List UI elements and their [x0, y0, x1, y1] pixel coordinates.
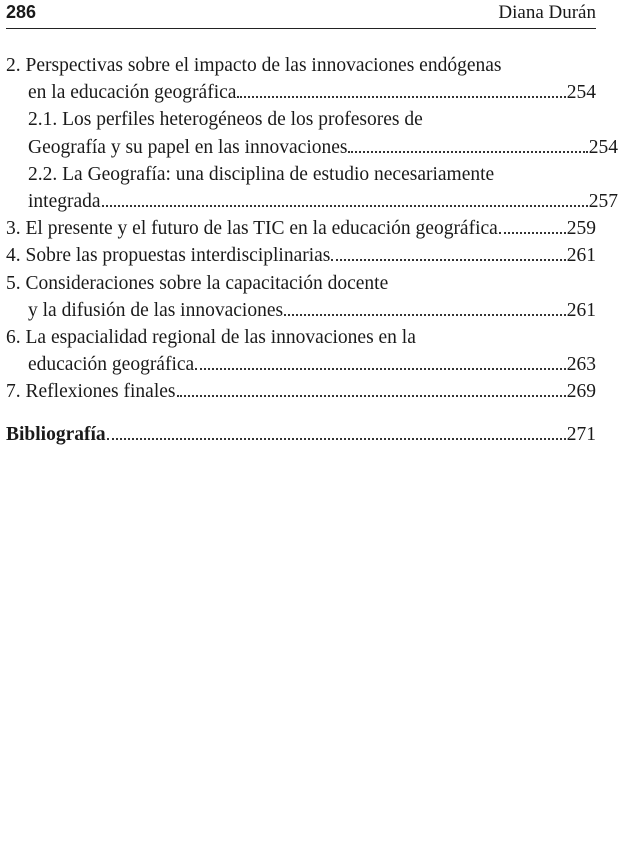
toc-entry [6, 52, 596, 106]
toc-entry [6, 378, 596, 405]
dot-leader [107, 428, 566, 440]
toc-entry [6, 161, 618, 215]
table-of-contents [6, 52, 618, 405]
dot-leader [177, 385, 566, 397]
bibliography-entry [6, 421, 596, 448]
toc-entry-title: 2.1. Los perfiles heterogéneos de los profesores de [28, 109, 423, 131]
toc-entry [6, 270, 596, 324]
toc-entry-title: educación geográfica [28, 354, 195, 376]
toc-page-number: 269 [566, 381, 596, 403]
page-number: 286 [6, 2, 37, 22]
bibliography-page-number: 271 [566, 424, 596, 445]
toc-page-number: 261 [566, 245, 596, 267]
toc-page-number: 254 [566, 82, 596, 104]
page-header [6, 0, 596, 29]
toc-page-number: 261 [566, 299, 596, 321]
toc-entry [6, 242, 596, 269]
toc-page-number: 254 [588, 136, 618, 158]
toc-entry-title: en la educación geográfica [28, 82, 237, 104]
toc-page-number: 259 [566, 218, 596, 240]
toc-entry [6, 106, 618, 160]
toc-entry-title: Geografía y su papel en las innovaciones [28, 136, 348, 158]
running-head-author: Diana Durán [498, 2, 596, 23]
dot-leader [102, 195, 588, 207]
toc-entry-title: 6. La espacialidad regional de las innovaciones en la [6, 326, 416, 348]
toc-page-number: 263 [566, 354, 596, 376]
dot-leader [284, 304, 566, 316]
toc-entry [6, 215, 596, 242]
toc-entry-title: 2. Perspectivas sobre el impacto de las innovaciones endógenas [6, 55, 502, 76]
toc-entry-title: integrada [28, 190, 101, 212]
toc-page-number: 257 [588, 190, 618, 212]
toc-entry [6, 324, 596, 378]
dot-leader [331, 249, 565, 261]
toc-entry-title: y la difusión de las innovaciones [28, 299, 284, 321]
toc-entry-title: 5. Consideraciones sobre la capacitación docente [6, 272, 389, 294]
bibliography-title: Bibliografía [6, 424, 106, 445]
dot-leader [237, 86, 565, 98]
dot-leader [348, 141, 587, 153]
dot-leader [195, 358, 566, 370]
toc-entry-title: 7. Reflexiones finales [6, 381, 176, 403]
dot-leader [499, 222, 566, 234]
toc-entry-title: 2.2. La Geografía: una disciplina de estudio necesariamente [28, 163, 495, 185]
toc-entry-title: 4. Sobre las propuestas interdisciplinarias [6, 245, 331, 267]
toc-entry-title: 3. El presente y el futuro de las TIC en la educación geográfica [6, 218, 498, 240]
